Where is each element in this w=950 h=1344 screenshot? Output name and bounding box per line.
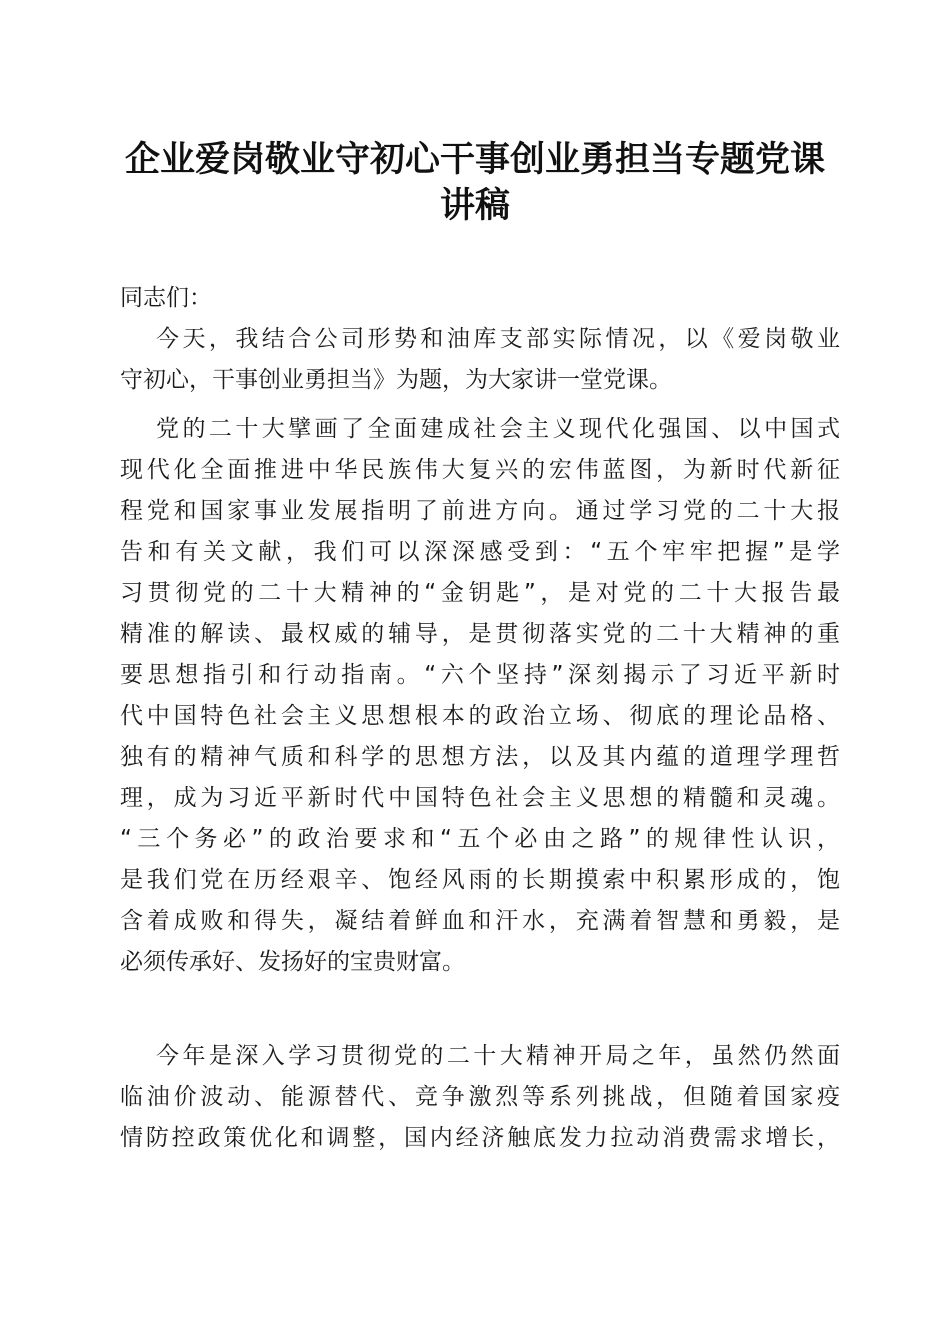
paragraph-2-line-9: 独有的精神气质和科学的思想方法，以及其内蕴的道理学理哲: [120, 744, 840, 770]
paragraph-2-line-4: 告和有关文献，我们可以深深感受到：“五个牢牢把握”是学: [120, 539, 840, 565]
paragraph-2-line-14: 必须传承好、发扬好的宝贵财富。: [120, 949, 465, 975]
paragraph-2-line-8: 代中国特色社会主义思想根本的政治立场、彻底的理论品格、: [120, 703, 840, 729]
paragraph-1: [120, 319, 840, 401]
paragraph-3: [120, 1036, 840, 1159]
salutation: [120, 278, 840, 319]
paragraph-3-line-2: 临油价波动、能源替代、竞争激烈等系列挑战，但随着国家疫: [120, 1084, 840, 1110]
salutation-text: 同志们：: [120, 285, 212, 311]
paragraph-2: [120, 409, 840, 983]
paragraph-2-line-6: 精准的解读、最权威的辅导，是贯彻落实党的二十大精神的重: [120, 621, 840, 647]
paragraph-2-line-2: 现代化全面推进中华民族伟大复兴的宏伟蓝图，为新时代新征: [120, 457, 840, 483]
document-title-line-2: 讲稿: [439, 185, 510, 226]
paragraph-2-line-11: “三个务必”的政治要求和“五个必由之路”的规律性认识，: [120, 826, 840, 852]
paragraph-2-line-13: 含着成败和得失，凝结着鲜血和汗水，充满着智慧和勇毅，是: [120, 908, 840, 934]
paragraph-1-line-2: 守初心，干事创业勇担当》为题，为大家讲一堂党课。: [120, 367, 672, 393]
paragraph-2-line-10: 理，成为习近平新时代中国特色社会主义思想的精髓和灵魂。: [120, 785, 840, 811]
paragraph-1-line-1: 今天，我结合公司形势和油库支部实际情况，以《爱岗敬业: [156, 326, 840, 352]
paragraph-2-line-7: 要思想指引和行动指南。“六个坚持”深刻揭示了习近平新时: [120, 662, 840, 688]
paragraph-2-line-3: 程党和国家事业发展指明了前进方向。通过学习党的二十大报: [120, 498, 840, 524]
paragraph-2-line-5: 习贯彻党的二十大精神的“金钥匙”，是对党的二十大报告最: [120, 580, 840, 606]
document-title-line-1: 企业爱岗敬业守初心干事创业勇担当专题党课: [124, 139, 825, 180]
paragraph-3-line-3: 情防控政策优化和调整，国内经济触底发力拉动消费需求增长，: [120, 1125, 840, 1151]
paragraph-2-line-12: 是我们党在历经艰辛、饱经风雨的长期摸索中积累形成的，饱: [120, 867, 840, 893]
paragraph-2-line-1: 党的二十大擘画了全面建成社会主义现代化强国、以中国式: [156, 416, 840, 442]
paragraph-3-line-1: 今年是深入学习贯彻党的二十大精神开局之年，虽然仍然面: [156, 1043, 840, 1069]
